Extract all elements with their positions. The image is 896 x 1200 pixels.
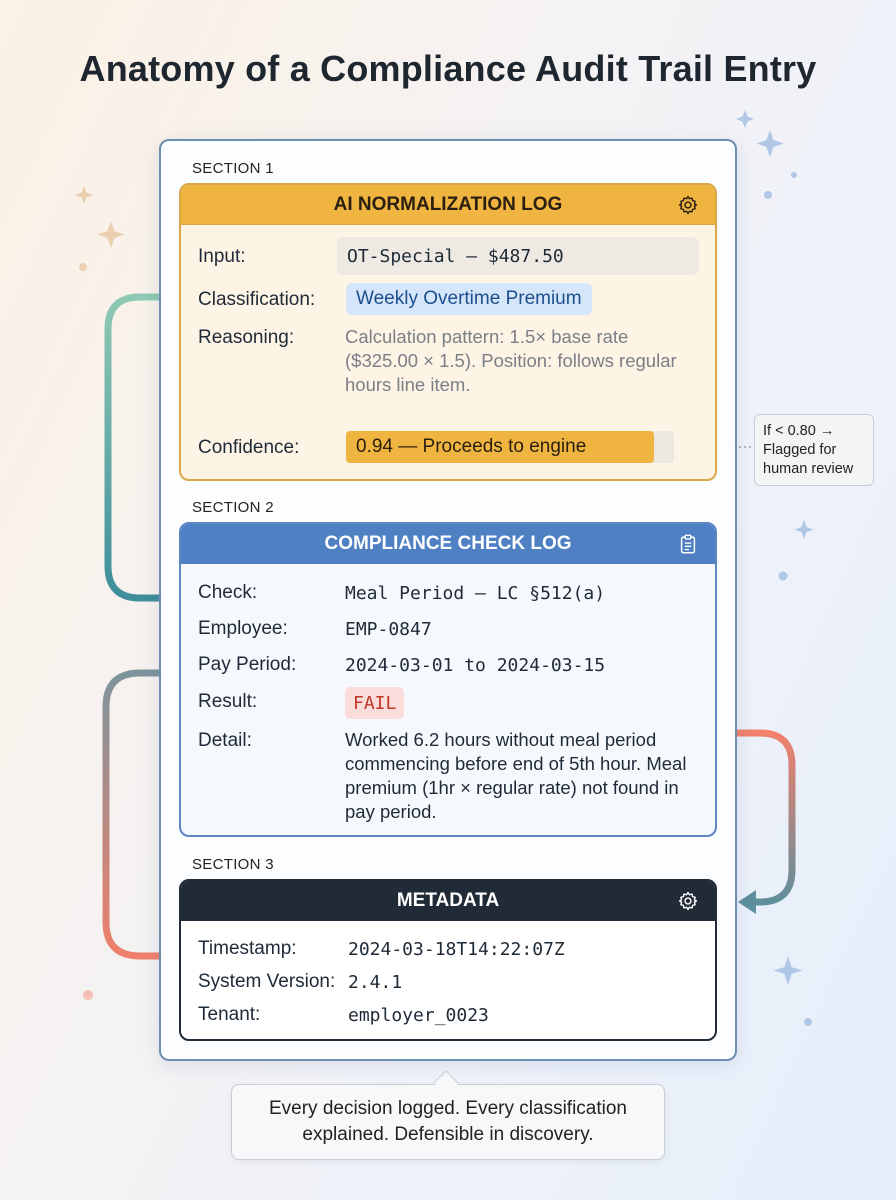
section1-label: SECTION 1 xyxy=(192,160,274,177)
input-label: Input: xyxy=(198,246,246,267)
tenant-value: employer_0023 xyxy=(348,1005,489,1026)
compliance-check-log-card xyxy=(179,522,717,837)
reasoning-value: Calculation pattern: 1.5× base rate ($325.00 × 1.5). Position: follows regular hours line item. xyxy=(345,326,677,395)
metadata-card xyxy=(179,879,717,1041)
gear-icon[interactable] xyxy=(677,890,699,912)
sparkle-icon xyxy=(736,110,814,1026)
classification-label: Classification: xyxy=(198,289,316,310)
pay-period-label: Pay Period: xyxy=(198,654,297,675)
threshold-note: If < 0.80 → Flagged for human review xyxy=(754,414,874,486)
compliance-check-log-header xyxy=(181,524,715,564)
page-title: Anatomy of a Compliance Audit Trail Entry xyxy=(79,48,817,89)
connector-section1-section2 xyxy=(108,297,159,598)
arrow-head-icon xyxy=(738,890,756,914)
detail-label: Detail: xyxy=(198,730,252,751)
result-fail-badge: FAIL xyxy=(345,687,404,719)
summary-callout xyxy=(231,1084,665,1160)
gear-icon[interactable] xyxy=(677,194,699,216)
check-label: Check: xyxy=(198,582,258,603)
card-title: METADATA xyxy=(396,890,500,911)
section2-label: SECTION 2 xyxy=(192,499,274,516)
ai-normalization-log-header xyxy=(181,185,715,225)
reasoning-label: Reasoning: xyxy=(198,327,295,348)
confidence-label: Confidence: xyxy=(198,437,300,458)
check-value: Meal Period — LC §512(a) xyxy=(345,583,606,604)
timestamp-label: Timestamp: xyxy=(198,938,297,959)
employee-value: EMP-0847 xyxy=(345,619,432,640)
pay-period-value: 2024-03-01 to 2024-03-15 xyxy=(345,655,606,676)
input-value: OT-Special — $487.50 xyxy=(337,237,699,275)
card-title: COMPLIANCE CHECK LOG xyxy=(324,533,572,554)
card-title: AI NORMALIZATION LOG xyxy=(333,193,563,215)
result-label: Result: xyxy=(198,691,258,712)
connector-section2-section3 xyxy=(106,673,159,956)
section3-label: SECTION 3 xyxy=(192,856,274,873)
timestamp-value: 2024-03-18T14:22:07Z xyxy=(348,939,565,960)
confidence-bar xyxy=(346,431,674,463)
classification-value: Weekly Overtime Premium xyxy=(346,283,592,315)
clipboard-icon[interactable] xyxy=(677,533,699,555)
system-version-label: System Version: xyxy=(198,971,336,992)
confidence-value: 0.94 — Proceeds to engine xyxy=(356,436,587,457)
summary-callout-text: Every decision logged. Every classification explained. Defensible in discovery. xyxy=(268,1098,627,1145)
tenant-label: Tenant: xyxy=(198,1004,261,1025)
system-version-value: 2.4.1 xyxy=(348,972,403,993)
detail-value: Worked 6.2 hours without meal period commencing before end of 5th hour. Meal premium (1hr × regular rate) not found in pay period. xyxy=(345,729,687,822)
connector-arrow-to-metadata xyxy=(737,733,792,902)
metadata-header xyxy=(181,881,715,921)
employee-label: Employee: xyxy=(198,618,288,639)
ai-normalization-log-card xyxy=(179,183,717,481)
